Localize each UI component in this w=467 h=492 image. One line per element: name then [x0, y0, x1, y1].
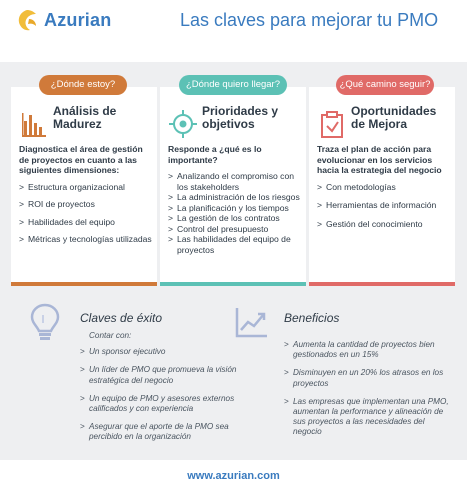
card-accent-bar — [11, 282, 157, 286]
pill-que-camino: ¿Qué camino seguir? — [336, 75, 434, 95]
card-accent-bar — [160, 282, 306, 286]
bar-chart-icon — [19, 109, 49, 139]
list-item: > Un líder de PMO que promueva la visión estratégica del negocio — [80, 365, 250, 385]
header — [0, 0, 467, 62]
clipboard-arrow-icon — [317, 109, 347, 139]
list-item: > Aumenta la cantidad de proyectos bien gestionados en un 15% — [284, 340, 454, 360]
card-body — [168, 144, 302, 255]
list-item: > Un equipo de PMO y asesores externos calificados y con experiencia — [80, 394, 250, 414]
list-item: > Las empresas que implementan una PMO, aumentan la performance y alineación de sus proyectos a las necesidades del negocio — [284, 397, 454, 438]
card-title: Análisis de Madurez — [53, 104, 117, 131]
card-title: Oportunidades de Mejora — [351, 104, 437, 131]
list-item: > Estructura organizacional — [19, 182, 153, 193]
list-item: > Métricas y tecnologías utilizadas — [19, 234, 153, 245]
list-item: > La planificación y los tiempos — [168, 203, 302, 214]
lightbulb-icon — [28, 301, 62, 345]
pill-donde-estoy: ¿Dónde estoy? — [39, 75, 127, 95]
list-item: > Las habilidades del equipo de proyectos — [168, 234, 302, 255]
claves-list — [80, 331, 250, 443]
brand-name: Azurian — [44, 10, 112, 30]
list-item: > Con metodologías — [317, 182, 451, 193]
list-item: > Habilidades del equipo — [19, 217, 153, 228]
brand-logo[interactable] — [14, 6, 144, 36]
azurian-leaf-icon — [14, 8, 40, 34]
target-icon — [168, 109, 198, 139]
card-prioridades — [160, 87, 306, 286]
list-item: > Un sponsor ejecutivo — [80, 347, 250, 357]
claves-title: Claves de éxito — [80, 311, 163, 325]
card-intro: Traza el plan de acción para evolucionar en los servicios hacia la estrategia del negocio — [317, 144, 442, 175]
page-title: Las claves para mejorar tu PMO — [180, 10, 439, 30]
list-item: > La gestión de los contratos — [168, 213, 302, 224]
list-item: > Control del presupuesto — [168, 224, 302, 235]
list-item: > Herramientas de información — [317, 200, 451, 211]
card-body — [19, 144, 153, 245]
claves-intro: Contar con: — [89, 331, 132, 340]
pill-donde-llegar: ¿Dónde quiero llegar? — [179, 75, 287, 95]
card-intro: Diagnostica el área de gestión de proyectos en cuanto a las siguientes dimensiones: — [19, 144, 143, 175]
footer-url[interactable]: www.azurian.com — [187, 470, 280, 482]
list-item: > Analizando el compromiso con los stakeholders — [168, 171, 302, 192]
list-item: > Asegurar que el aporte de la PMO sea percibido en la organización — [80, 422, 250, 442]
list-item: > Gestión del conocimiento — [317, 219, 451, 230]
card-accent-bar — [309, 282, 455, 286]
growth-chart-icon — [234, 305, 270, 339]
list-item: > ROI de proyectos — [19, 199, 153, 210]
list-item: > Disminuyen en un 20% los atrasos en los proyectos — [284, 368, 454, 388]
beneficios-title: Beneficios — [284, 311, 340, 325]
card-oportunidades — [309, 87, 455, 286]
card-intro: Responde a ¿qué es lo importante? — [168, 144, 262, 165]
card-body — [317, 144, 451, 229]
list-item: > La administración de los riesgos — [168, 192, 302, 203]
beneficios-list — [284, 340, 454, 438]
card-analisis — [11, 87, 157, 286]
card-title: Prioridades y objetivos — [202, 104, 279, 131]
